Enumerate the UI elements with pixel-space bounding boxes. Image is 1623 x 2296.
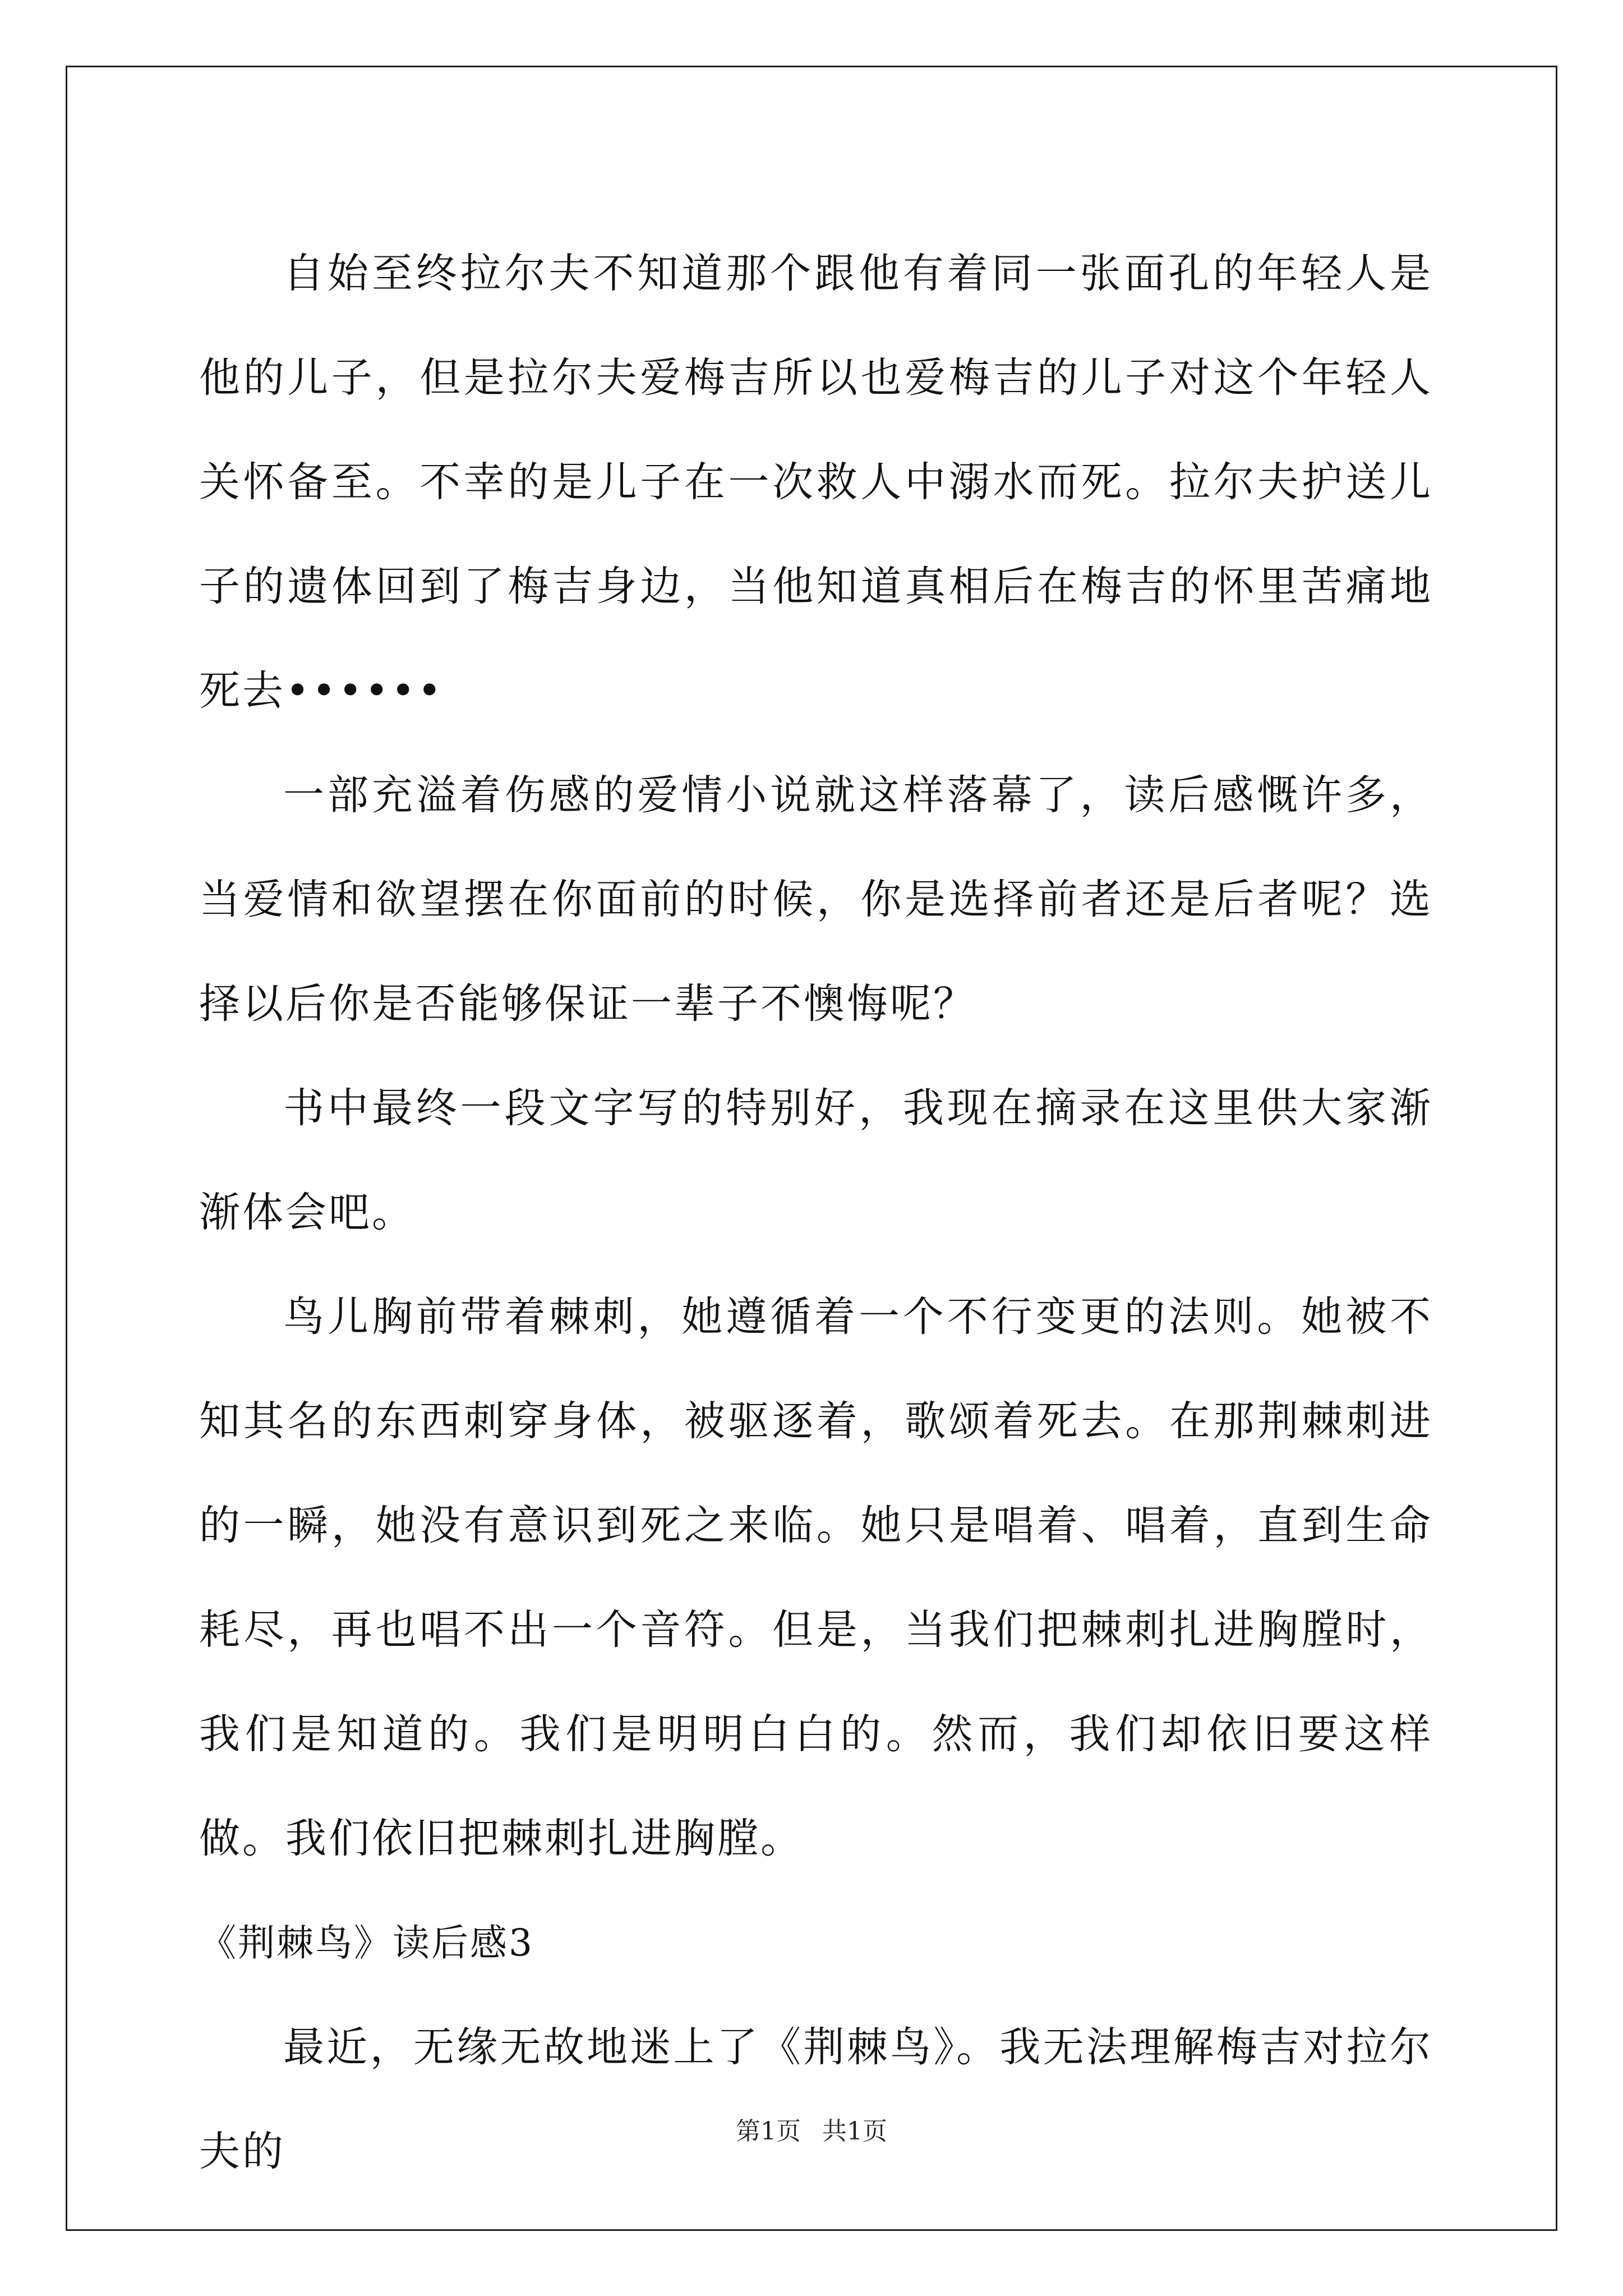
paragraph-1: 自始至终拉尔夫不知道那个跟他有着同一张面孔的年轻人是他的儿子，但是拉尔夫爱梅吉所以也爱梅吉的儿子对这个年轻人关怀备至。不幸的是儿子在一次救人中溺水而死。拉尔夫护送儿子的遗体回到了梅吉身边，当他知道真相后在梅吉的怀里苦痛地死去•••••• [199, 250, 1433, 715]
document-body [199, 222, 1433, 2204]
page-total: 共1页 [822, 2117, 887, 2146]
paragraph-2: 一部充溢着伤感的爱情小说就这样落幕了，读后感慨许多，当爱情和欲望摆在你面前的时候，你是选择前者还是后者呢？选择以后你是否能够保证一辈子不懊悔呢？ [199, 771, 1433, 1028]
section-heading: 《荆棘鸟》读后感3 [199, 1921, 534, 1964]
paragraph-4: 鸟儿胸前带着棘刺，她遵循着一个不行变更的法则。她被不知其名的东西刺穿身体，被驱逐着，歌颂着死去。在那荆棘刺进的一瞬，她没有意识到死之来临。她只是唱着、唱着，直到生命耗尽，再也唱不出一个音符。但是，当我们把棘刺扎进胸膛时，我们是知道的。我们是明明白白的。然而，我们却依旧要这样做。我们依旧把棘刺扎进胸膛。 [199, 1293, 1433, 1862]
paragraph-3: 书中最终一段文字写的特别好，我现在摘录在这里供大家渐渐体会吧。 [199, 1084, 1433, 1236]
page-number: 第1页 [736, 2117, 801, 2146]
paragraph-5: 最近，无缘无故地迷上了《荆棘鸟》。我无法理解梅吉对拉尔夫的 [199, 2023, 1433, 2175]
page-footer [0, 2115, 1623, 2148]
